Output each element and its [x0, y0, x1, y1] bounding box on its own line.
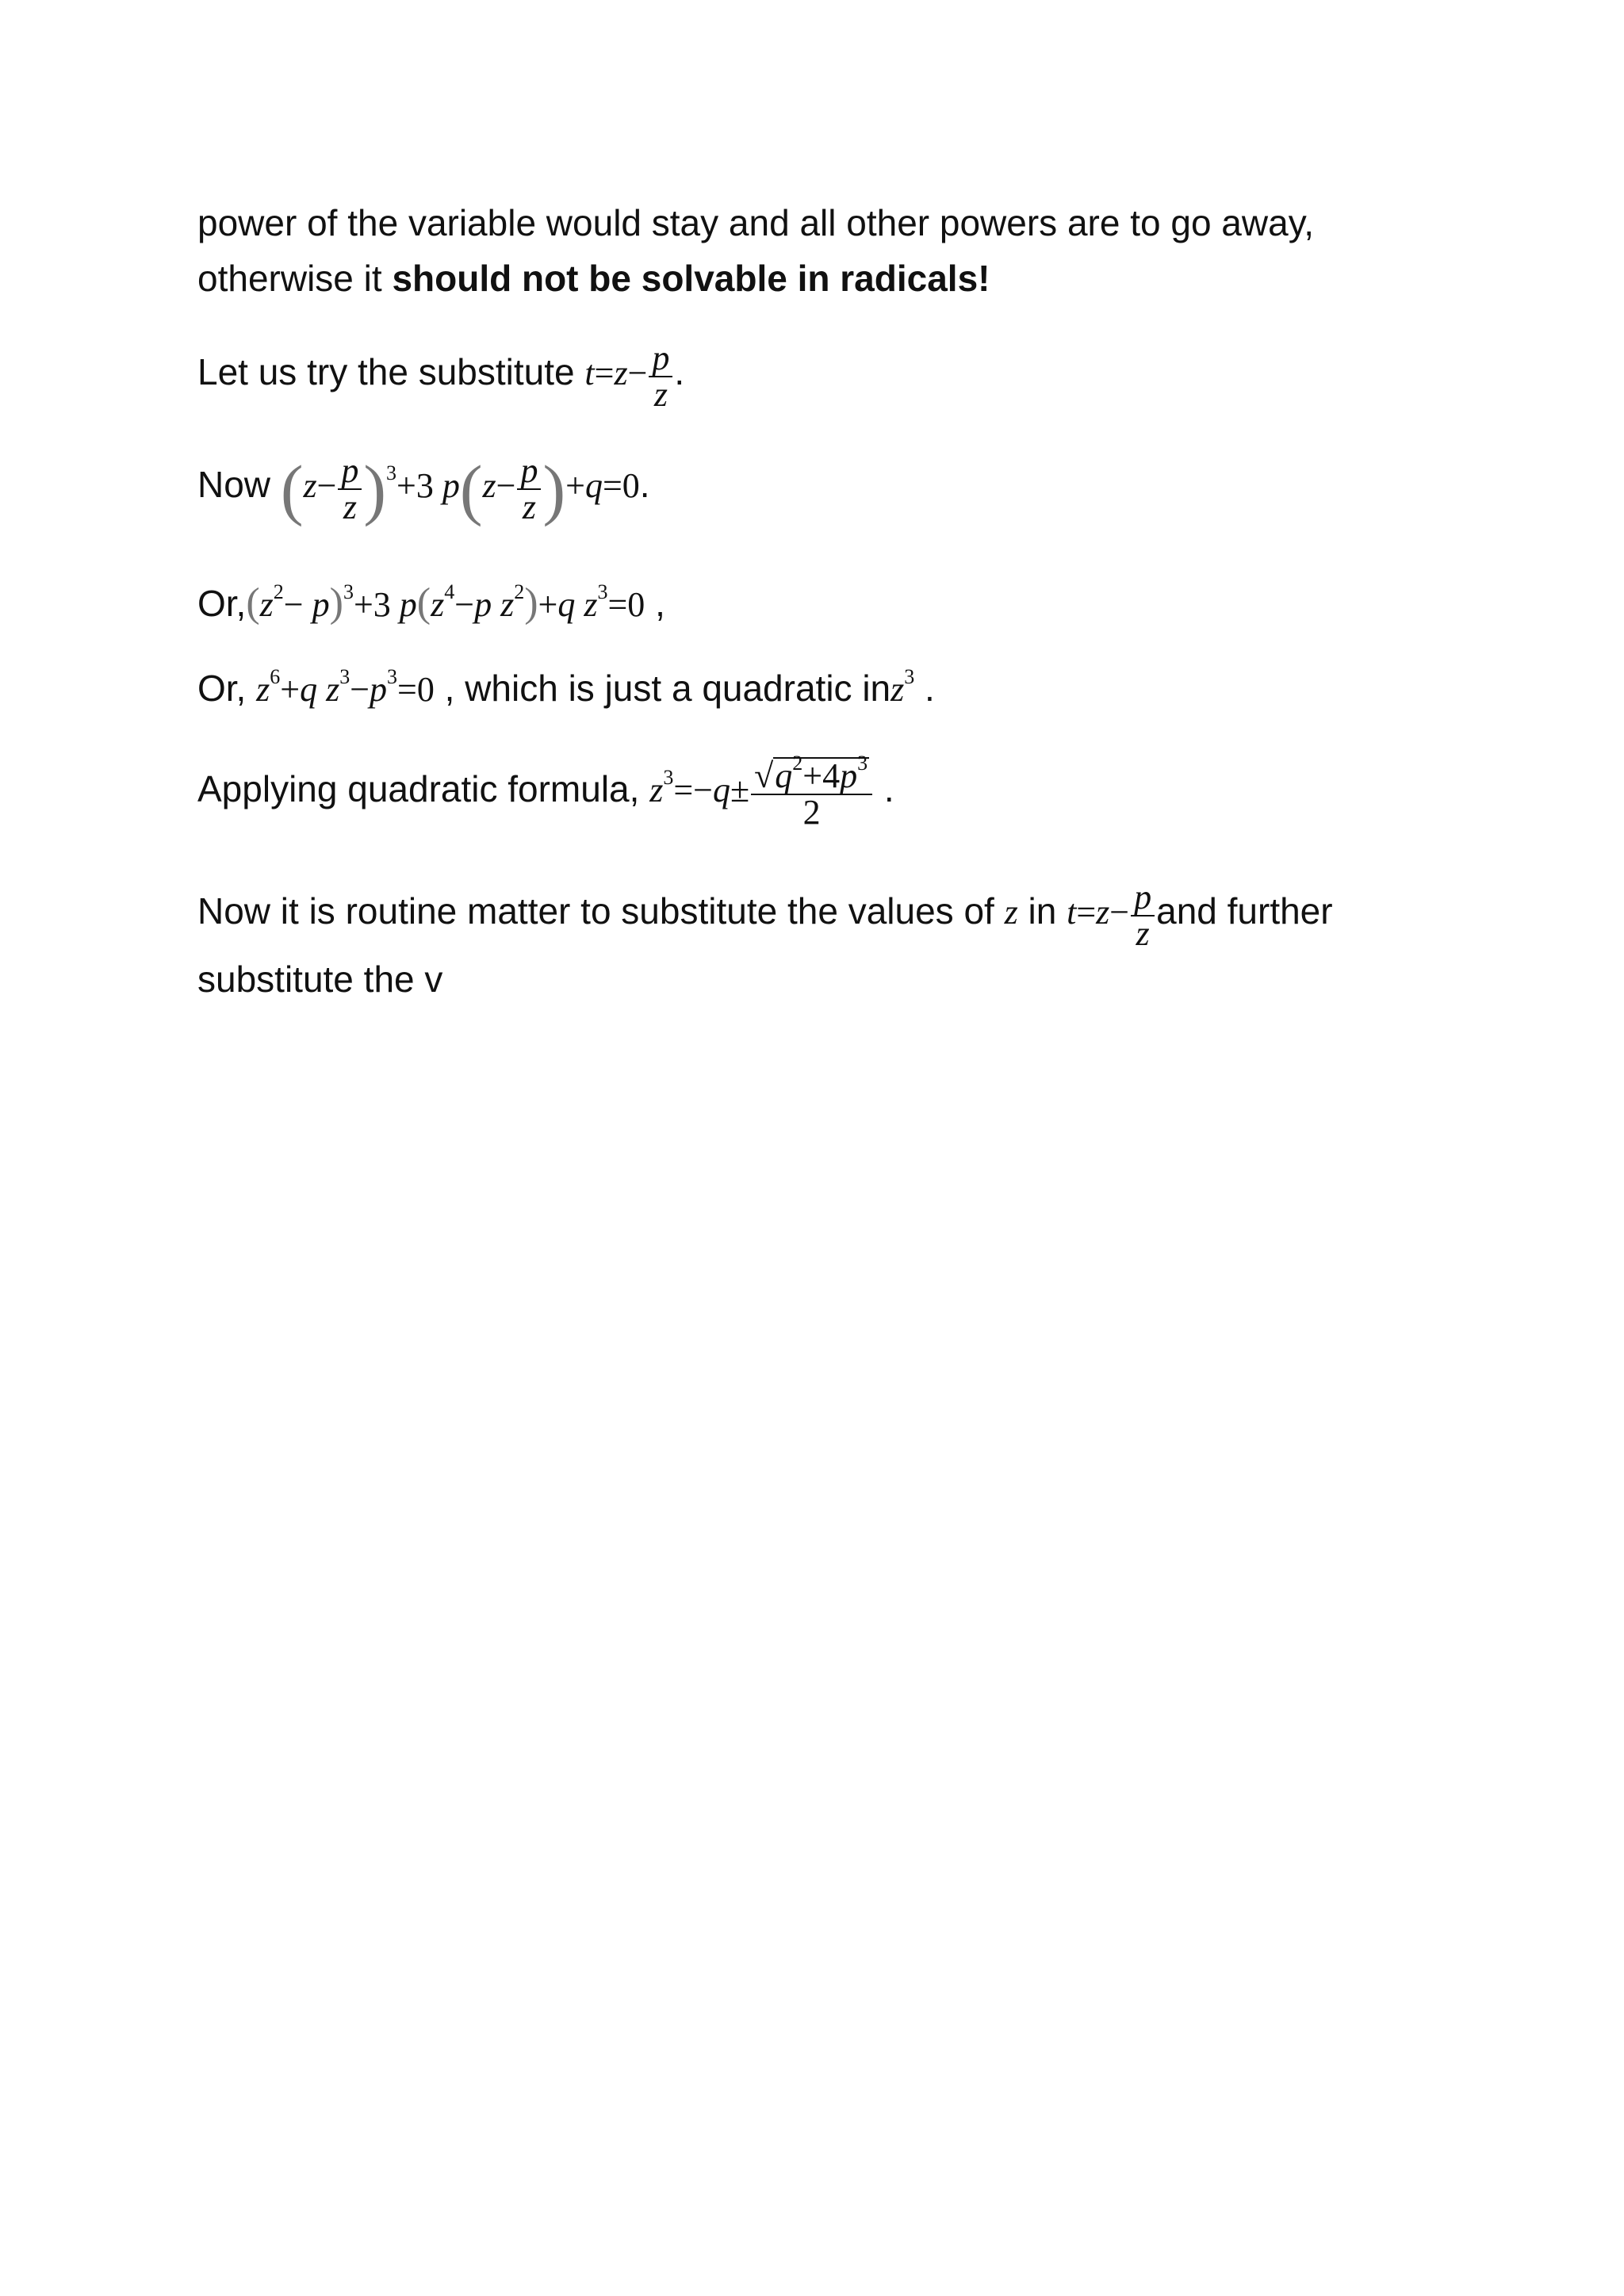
now-end: . [639, 464, 650, 506]
now-label: Now [197, 464, 281, 506]
z-cubed: $z^3$ [891, 665, 915, 709]
quadratic-end: . [874, 768, 894, 810]
or-mid-2: , which is just a quadratic in [434, 668, 891, 709]
now-equation-line [197, 453, 650, 525]
routine-text-mid: in [1017, 890, 1067, 932]
paragraph-line-2-text: otherwise it [197, 258, 393, 299]
or-label-2: Or, [197, 668, 257, 709]
sextic-equation: $z^6+q$ $z^3-p^3=0$ [256, 665, 435, 709]
routine-text-start: Now it is routine matter to substitute the values of [197, 890, 1005, 932]
paragraph-line-1: power of the variable would stay and all other powers are to go away, [197, 202, 1315, 243]
substitute-end: . [674, 351, 685, 393]
routine-line-1 [197, 880, 1333, 951]
quadratic-solution: $z^3=-q\pm$ $\frac{√q^2+4p^3}{2}$ [649, 771, 874, 809]
discriminant-fraction: $\frac{√q^2+4p^3}{2}$ [751, 757, 872, 830]
substitute-line [197, 341, 684, 412]
quadratic-line [197, 752, 894, 832]
or-line-2 [197, 665, 935, 709]
or-label-1: Or, [197, 583, 247, 624]
substitute-equation-repeat: t=z− $\frac{p}{z}$ [1067, 893, 1156, 932]
paragraph-line-2 [197, 260, 990, 297]
emphasis-text: should not be solvable in radicals! [392, 258, 990, 299]
expanded-equation: $(z^2- p)^3+3$ $p(z^4-p$ $z^2)+q$ $z^3=0$ [246, 580, 645, 626]
substitute-equation: t=z− $\frac{p}{z}$ [584, 354, 674, 392]
routine-text-end: and further [1156, 890, 1333, 932]
or-end-1: , [645, 583, 665, 624]
substitute-label: Let us try the substitute [197, 351, 585, 393]
fraction-p-over-z: $\frac{p}{z}$ [649, 341, 672, 412]
or-line-1 [197, 580, 665, 626]
or-end-2: . [914, 668, 935, 709]
variable-z: z [1004, 893, 1018, 932]
routine-line-2: substitute the v [197, 959, 443, 1000]
quadratic-label: Applying quadratic formula, [197, 768, 650, 810]
now-equation: (z− $\frac{p}{z}$ )$^3$+3 p(z− $\frac{p}{z}$ )+q=0 [280, 451, 640, 527]
